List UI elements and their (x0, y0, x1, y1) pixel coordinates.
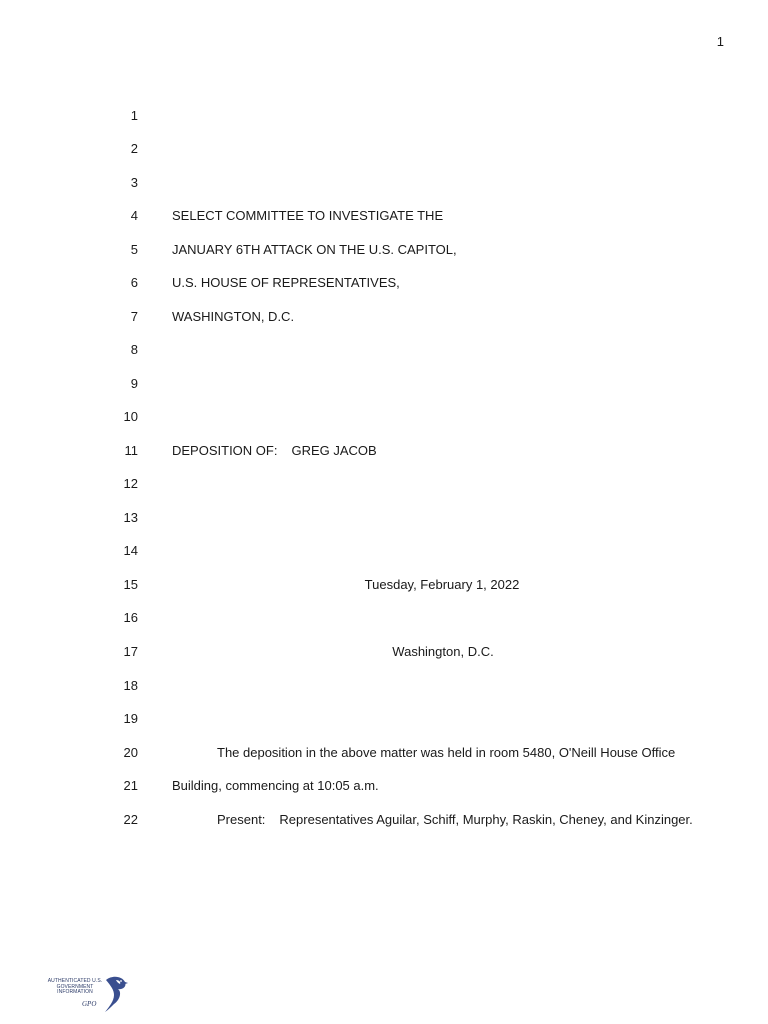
line-number: 12 (123, 476, 138, 491)
line-number: 9 (130, 376, 138, 391)
transcript-line (0, 374, 768, 394)
line-number: 2 (130, 141, 138, 156)
line-number: 3 (130, 175, 138, 190)
transcript-line (0, 743, 768, 763)
transcript-line (0, 340, 768, 360)
logo-text: AUTHENTICATED U.S. GOVERNMENT INFORMATION (47, 978, 103, 995)
logo-gpo-mark: GPO (82, 1000, 97, 1008)
house-line: U.S. HOUSE OF REPRESENTATIVES, (172, 275, 400, 290)
line-number: 19 (123, 711, 138, 726)
line-number: 5 (130, 242, 138, 257)
line-number: 16 (123, 610, 138, 625)
line-number: 21 (123, 778, 138, 793)
gpo-authenticated-logo (44, 974, 130, 1018)
transcript-line (0, 474, 768, 494)
paragraph-text: Building, commencing at 10:05 a.m. (172, 778, 379, 793)
transcript-line (0, 810, 768, 830)
line-number: 17 (123, 644, 138, 659)
committee-name-line: JANUARY 6TH ATTACK ON THE U.S. CAPITOL, (172, 242, 457, 257)
line-number: 4 (130, 208, 138, 223)
deposition-place: Washington, D.C. (392, 644, 494, 659)
line-number: 10 (123, 409, 138, 424)
transcript-line (0, 206, 768, 226)
line-number: 1 (130, 108, 138, 123)
line-number: 22 (123, 812, 138, 827)
deponent-name: GREG JACOB (291, 443, 377, 458)
present-members: Representatives Aguilar, Schiff, Murphy, Raskin, Cheney, and Kinzinger. (279, 812, 693, 827)
line-number: 8 (130, 342, 138, 357)
transcript-line (0, 575, 768, 595)
line-number: 7 (130, 309, 138, 324)
line-number: 11 (124, 443, 138, 458)
transcript-line (0, 508, 768, 528)
transcript-line (0, 709, 768, 729)
paragraph-text: The deposition in the above matter was held in room 5480, O'Neill House Office (217, 745, 676, 760)
line-number: 13 (123, 510, 138, 525)
transcript-line (0, 441, 768, 461)
transcript-line (0, 541, 768, 561)
transcript-line (0, 676, 768, 696)
line-number: 20 (123, 745, 138, 760)
transcript-line (0, 307, 768, 327)
transcript-line (0, 106, 768, 126)
page-number: 1 (716, 34, 724, 49)
transcript-line (0, 776, 768, 796)
transcript-line (0, 407, 768, 427)
deposition-of-label: DEPOSITION OF: (172, 443, 278, 458)
line-number: 15 (123, 577, 138, 592)
present-line (217, 810, 693, 830)
line-number: 14 (123, 543, 138, 558)
deposition-of-line (172, 441, 377, 461)
location-line: WASHINGTON, D.C. (172, 309, 295, 324)
transcript-line (0, 642, 768, 662)
transcript-line (0, 608, 768, 628)
present-label: Present: (217, 812, 266, 827)
committee-name-line: SELECT COMMITTEE TO INVESTIGATE THE (172, 208, 444, 223)
eagle-icon (102, 974, 128, 1014)
transcript-line (0, 173, 768, 193)
transcript-line (0, 240, 768, 260)
line-number: 6 (130, 275, 138, 290)
transcript-line (0, 273, 768, 293)
deposition-date: Tuesday, February 1, 2022 (364, 577, 520, 592)
line-number: 18 (123, 678, 138, 693)
transcript-line (0, 139, 768, 159)
